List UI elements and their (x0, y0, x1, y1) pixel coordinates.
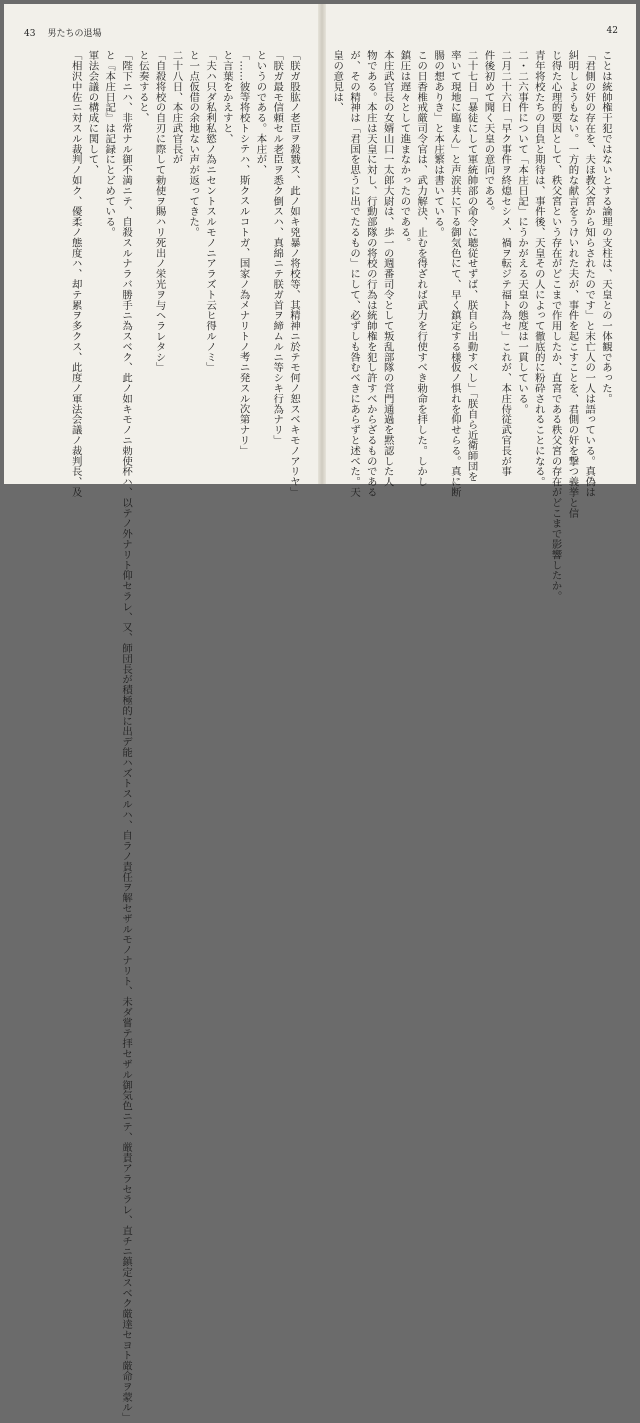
text-column: 二十七日「暴徒にして軍統帥部の命令に聴従せずば、朕自ら出動すべし」「朕自ら近衛師団を (465, 50, 478, 482)
text-column: 皇の意見は、 (331, 50, 344, 113)
left-page (4, 4, 318, 1423)
text-column: と伝奏すると、 (136, 50, 149, 123)
text-column: が、その精神は「君国を思うに出でたるもの」にして、必ずしも咎むべきにあらずと述べた。天 (348, 50, 361, 498)
text-column: と『本庄日記』は記録にとどめている。 (103, 50, 116, 238)
text-column: 「陛下ニハ、非常ナル御不満ニテ、自殺スルナラバ勝手ニ為スベク、此ノ如キモノニ勅使杯ハ、以テノ外ナリト仰セラレ、又、師団長が積極的に出デ能ハズトスルハ、自ラノ責任ヲ解セザルモノナリト、未ダ嘗テ拝セザル御気色ニテ、厳責アラセラレ、直チニ鎮定スベク厳達セヨト厳命ヲ蒙ル」 (120, 50, 133, 1423)
text-column: 「夫ハ只ダ私利私慾ノ為ニセントスルモノニアラズト云ヒ得ルノミ」 (204, 50, 217, 373)
right-page-header (607, 26, 618, 36)
right-page-body (331, 50, 614, 602)
text-column: と言葉をかえすと、 (220, 50, 233, 144)
text-column: 本庄武官長の女婿山口一太郎大尉は、歩一の週番司令として叛乱部隊の営門通過を黙認した人 (381, 50, 394, 487)
left-page-number: 43 (24, 29, 36, 39)
text-column: 「朕ガ股肱ノ老臣ヲ殺戮ス、此ノ如キ兇暴ノ将校等、其精神ニ於テモ何ノ恕スベキモノアリヤ」 (288, 50, 300, 498)
text-column: というのである。本庄が、 (254, 50, 267, 175)
text-column: 「君側の奸の存在を、夫ほ教父宮から知らされたのです」と末亡人の一人は語っている。真偽は (583, 50, 596, 498)
text-column: 「……彼等将校トシテハ、斯クスルコトガ、国家ノ為メナリトノ考ニ発スル次第ナリ」 (237, 50, 250, 456)
running-title: 男たちの退場 (47, 29, 102, 39)
text-column: 鎮圧は遅々として進まなかったのである。 (398, 50, 411, 248)
text-column: この日香椎戒厳司令官は、武力解決、止むを得ざれば武力を行使すべき勅命を拝した。しかし (415, 50, 428, 487)
text-column: 「自殺将校の自刃に際して勅使ヲ賜ハリ死出ノ栄光ヲ与ヘラレタシ」 (153, 50, 166, 373)
text-column: 「朕ガ最モ信頼セル老臣ヲ悉ク倒スハ、真綿ニテ朕ガ首ヲ締ムルニ等シキ行為ナリ」 (271, 50, 284, 446)
text-column: と一点仮借の余地ない声が返ってきた。 (187, 50, 200, 238)
text-column: 青年将校たちの自負と期待は、事件後、天皇その人によって徹底的に粉砕されることになる。 (532, 50, 545, 487)
book-spread (4, 4, 636, 1423)
text-column: 軍法会議の構成に関して、 (86, 50, 99, 175)
right-page-number: 42 (606, 26, 618, 36)
text-column: 二・二六事件について「本庄日記」にうかがえる天皇の態度は一貫している。 (516, 50, 529, 414)
text-column: 糾明しようもない。一方的な献言をうけいれた夫が、事件を起こすことを、君側の奸を撃つ義挙と信 (566, 50, 579, 518)
text-column: 二十八日、本庄武官長が (170, 50, 183, 165)
text-column: 件後初めて聞く天皇の意向である。 (482, 50, 495, 217)
text-column: 腸の想ありき」と本庄繁は書いている。 (432, 50, 445, 238)
right-page (326, 4, 636, 602)
book-gutter (318, 4, 326, 484)
text-column: 二月二十六日「早ク事件ヲ終熄セシメ、禍ヲ転ジテ福ト為セ」これが、本庄侍従武官長が事 (499, 50, 512, 477)
text-column: じ得た心理的要因として、秩父宮という存在がどこまで作用したか、直宮である秩父宮の存在がどこまで影響したか。 (549, 50, 562, 602)
left-page-body (16, 50, 302, 1423)
text-column: 「相沢中佐ニ対スル裁判ノ如ク、優柔ノ態度ハ、却テ累ヲ多クス、此度ノ軍法会議ノ裁判長、及 (69, 50, 82, 498)
text-column: 率いて現地に臨まん」と声涙共に下る御気色にて、早く鎮定する様仮ノ惧れを仰せらる。真に断 (448, 50, 461, 498)
text-column: 物である。本庄は天皇に対し、行動部隊の将校の行為は統帥権を犯し許すべからざるものである (364, 50, 377, 498)
left-page-header (24, 26, 101, 39)
text-column: ことは統帥権干犯ではないとする論理の支柱は、天皇との一体観であった。 (600, 50, 612, 404)
